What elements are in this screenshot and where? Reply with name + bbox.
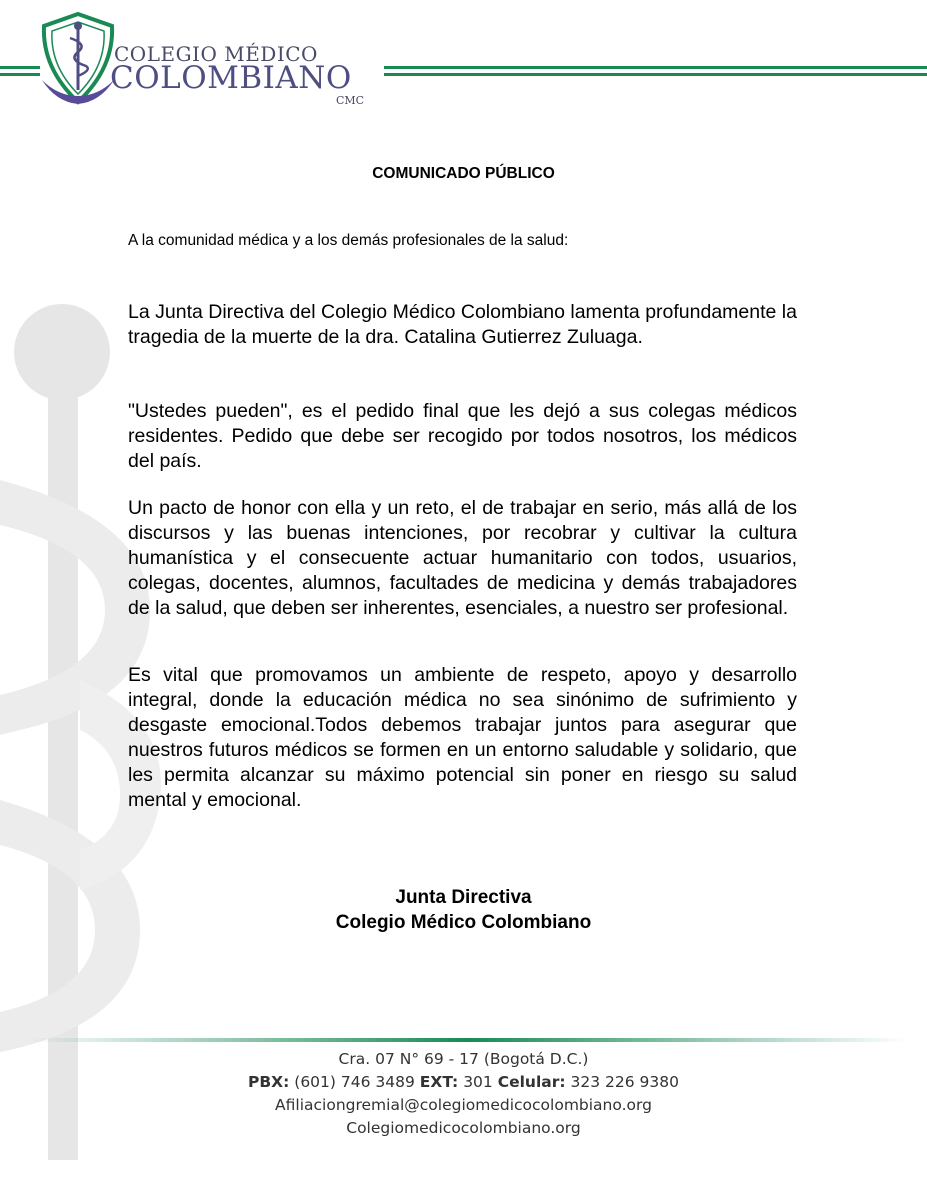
header-rule-right — [384, 66, 927, 69]
paragraph-2: "Ustedes pueden", es el pedido final que les dejó a sus colegas médicos residentes. Pedido que debe ser recogido por todos nosotros, los médicos del país. — [128, 400, 797, 472]
paragraph-4: Es vital que promovamos un ambiente de respeto, apoyo y desarrollo integral, donde la educación médica no sea sinónimo de sufrimiento y desgaste emocional.Todos debemos trabajar juntos para asegurar que nuestros futuros médicos se formen en un entorno saludable y solidario, que les permita alcanzar su máximo potencial sin poner en riesgo su salud mental y emocional. — [128, 664, 797, 811]
salutation: A la comunidad médica y a los demás profesionales de la salud: — [128, 232, 569, 249]
org-name-line2: COLOMBIANO — [110, 60, 352, 96]
letterhead — [0, 0, 927, 115]
header-rule-left-2 — [0, 73, 40, 76]
caduceus-shield-icon — [36, 10, 120, 106]
org-name-line1: COLEGIO MÉDICO — [114, 42, 318, 66]
footer-address: Cra. 07 N° 69 - 17 (Bogotá D.C.) — [338, 1050, 589, 1068]
mobile-value: 323 226 9380 — [570, 1073, 679, 1091]
footer-website-link[interactable]: Colegiomedicocolombiano.org — [346, 1119, 581, 1137]
footer-rule — [28, 1038, 908, 1042]
mobile-label: Celular: — [497, 1073, 566, 1091]
paragraph-1: La Junta Directiva del Colegio Médico Colombiano lamenta profundamente la tragedia de la muerte de la dra. Catalina Gutierrez Zuluaga. — [128, 301, 797, 348]
signature-line1: Junta Directiva — [395, 887, 532, 908]
footer — [0, 1038, 927, 1148]
document-title: COMUNICADO PÚBLICO — [372, 165, 555, 182]
signature-block — [0, 885, 927, 935]
signature-line2: Colegio Médico Colombiano — [335, 912, 592, 933]
ext-value: 301 — [463, 1073, 493, 1091]
ext-label: EXT: — [419, 1073, 459, 1091]
pbx-value: (601) 746 3489 — [294, 1073, 415, 1091]
org-acronym: CMC — [336, 94, 365, 107]
pbx-label: PBX: — [248, 1073, 290, 1091]
paragraph-3: Un pacto de honor con ella y un reto, el de trabajar en serio, más allá de los discursos y las buenas intenciones, por recobrar y cultivar la cultura humanística y el consecuente actuar humanitario con todos, usuarios, colegas, docentes, alumnos, facultades de medicina y demás trabajadores de la salud, que deben ser inherentes, esenciales, a nuestro ser profesional. — [128, 497, 797, 619]
footer-phones — [0, 1073, 927, 1091]
footer-email-link[interactable]: Afiliaciongremial@colegiomedicocolombiano.org — [275, 1096, 652, 1114]
header-rule-right-2 — [384, 73, 927, 76]
header-rule-left — [0, 66, 40, 69]
